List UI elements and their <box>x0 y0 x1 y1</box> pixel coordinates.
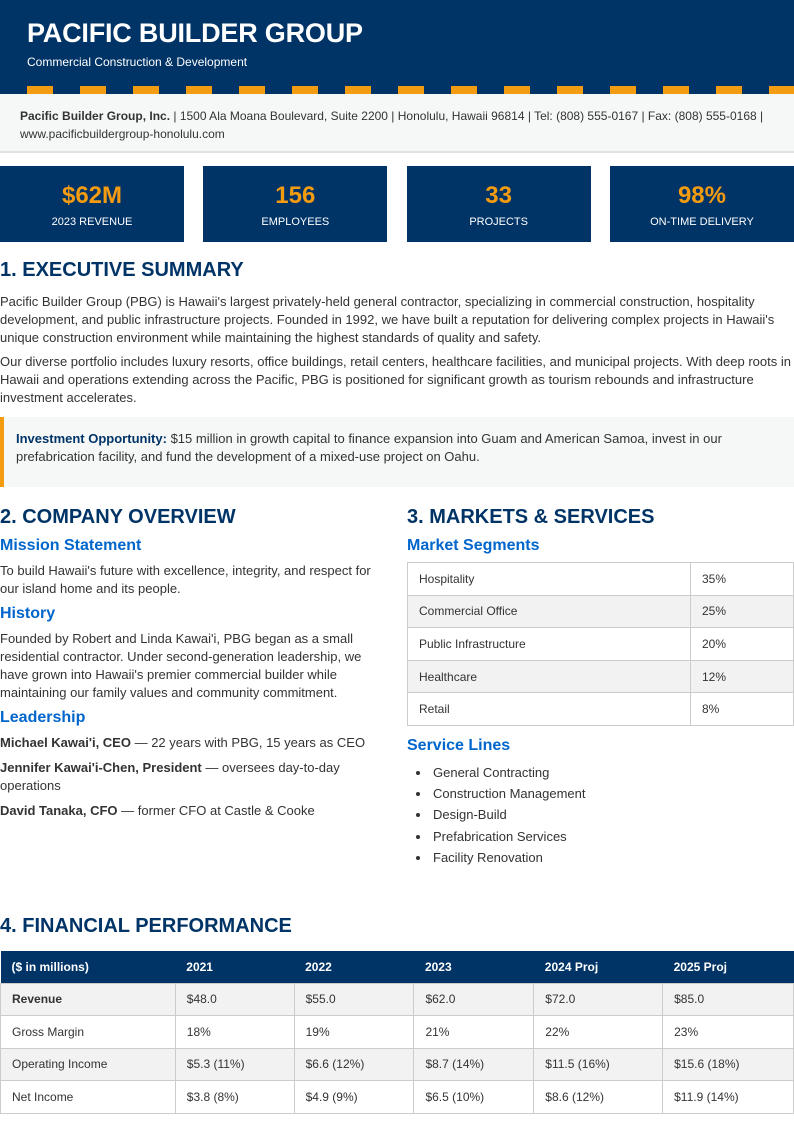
leader-item <box>0 802 387 820</box>
decorative-dash-strip <box>0 86 794 94</box>
leader-desc: — 22 years with PBG, 15 years as CEO <box>130 735 366 750</box>
segment-name: Healthcare <box>408 660 691 693</box>
table-cell: $55.0 <box>294 983 414 1016</box>
table-cell: $15.6 (18%) <box>663 1048 794 1081</box>
company-tagline: Commercial Construction & Development <box>27 55 248 69</box>
list-item: Construction Management <box>433 783 794 804</box>
leadership-heading: Leadership <box>0 709 86 726</box>
stat-card-projects <box>407 166 591 242</box>
segment-name: Commercial Office <box>408 595 691 628</box>
table-cell: $8.7 (14%) <box>414 1048 534 1081</box>
table-cell: 18% <box>175 1016 294 1049</box>
leader-desc: — former CFO at Castle & Cooke <box>117 803 315 818</box>
table-row <box>408 660 794 693</box>
table-cell: $3.8 (8%) <box>175 1081 294 1114</box>
table-cell: 21% <box>414 1016 534 1049</box>
stat-label: PROJECTS <box>469 216 528 228</box>
column-header: 2022 <box>294 951 414 983</box>
table-cell: $6.5 (10%) <box>414 1081 534 1114</box>
table-cell: $85.0 <box>663 983 794 1016</box>
row-label: Operating Income <box>1 1048 176 1081</box>
overview-markets-columns <box>0 505 794 868</box>
table-cell: 22% <box>534 1016 663 1049</box>
company-overview-heading: 2. COMPANY OVERVIEW <box>0 506 236 528</box>
segment-pct: 12% <box>691 660 794 693</box>
table-row <box>408 693 794 726</box>
segment-pct: 25% <box>691 595 794 628</box>
stat-label: ON-TIME DELIVERY <box>650 216 754 228</box>
executive-summary-paragraph: Our diverse portfolio includes luxury resorts, office buildings, retail centers, healthcare facilities, and municipal projects. With deep roots in Hawaii and operations extending across the Pacific, PBG is positioned for significant growth as tourism rebounds and infrastructure investment accelerates. <box>0 354 791 405</box>
table-header-row <box>1 951 794 983</box>
table-cell: $6.6 (12%) <box>294 1048 414 1081</box>
stat-value: 33 <box>485 182 512 209</box>
stat-card-on-time-delivery <box>610 166 794 242</box>
table-cell: 19% <box>294 1016 414 1049</box>
company-overview-section <box>0 505 407 868</box>
column-header: 2023 <box>414 951 534 983</box>
contact-company-name: Pacific Builder Group, Inc. <box>20 109 171 123</box>
contact-bar <box>0 94 794 153</box>
table-row <box>408 628 794 661</box>
table-row <box>1 1016 794 1049</box>
markets-services-heading: 3. MARKETS & SERVICES <box>407 506 655 528</box>
stat-value: 98% <box>677 182 726 209</box>
list-item: General Contracting <box>433 762 794 783</box>
service-lines-list <box>407 762 794 868</box>
leader-item <box>0 734 387 752</box>
history-text: Founded by Robert and Linda Kawai'i, PBG began as a small residential contractor. Under second-generation leadership, we have grown into Hawaii's premier commercial builder while maintaining our family values and community commitment. <box>0 631 362 700</box>
segment-pct: 35% <box>691 563 794 596</box>
table-cell: $4.9 (9%) <box>294 1081 414 1114</box>
financial-table <box>0 951 794 1114</box>
stat-value: 156 <box>275 182 316 209</box>
column-header: 2024 Proj <box>534 951 663 983</box>
table-cell: $48.0 <box>175 983 294 1016</box>
stat-card-employees <box>203 166 387 242</box>
financial-performance-section <box>0 914 794 1114</box>
table-row <box>1 1081 794 1114</box>
leader-desc: — oversees day-to-day operations <box>0 760 340 793</box>
history-heading: History <box>0 605 56 622</box>
stat-value: $62M <box>61 182 123 209</box>
service-lines-heading: Service Lines <box>407 736 511 754</box>
segment-pct: 8% <box>691 693 794 726</box>
segment-name: Retail <box>408 693 691 726</box>
market-segments-heading: Market Segments <box>407 537 540 554</box>
column-header: 2025 Proj <box>663 951 794 983</box>
investment-opportunity-callout <box>0 417 794 487</box>
list-item: Design-Build <box>433 804 794 825</box>
mission-text: To build Hawaii's future with excellence, integrity, and respect for our island home and its people. <box>0 563 371 596</box>
financial-performance-heading: 4. FINANCIAL PERFORMANCE <box>0 915 292 937</box>
table-cell: $62.0 <box>414 983 534 1016</box>
table-cell: $11.5 (16%) <box>534 1048 663 1081</box>
markets-services-section <box>407 505 794 868</box>
column-header: ($ in millions) <box>1 951 176 983</box>
mission-heading: Mission Statement <box>0 537 142 554</box>
callout-label: Investment Opportunity: <box>16 431 167 446</box>
row-label: Revenue <box>1 983 176 1016</box>
table-row <box>1 983 794 1016</box>
leader-name: Jennifer Kawai'i-Chen, President <box>0 760 202 775</box>
table-cell: $5.3 (11%) <box>175 1048 294 1081</box>
stat-label: EMPLOYEES <box>261 216 330 228</box>
company-title: PACIFIC BUILDER GROUP <box>27 18 363 48</box>
stat-card-revenue <box>0 166 184 242</box>
row-label: Gross Margin <box>1 1016 176 1049</box>
row-label: Net Income <box>1 1081 176 1114</box>
callout-text: $15 million in growth capital to finance expansion into Guam and American Samoa, invest in our prefabrication facility, and fund the development of a mixed-use project on Oahu. <box>16 431 722 464</box>
leader-name: Michael Kawai'i, CEO <box>0 735 131 750</box>
list-item: Facility Renovation <box>433 847 794 868</box>
stat-label: 2023 REVENUE <box>51 216 133 228</box>
table-cell: 23% <box>663 1016 794 1049</box>
table-row <box>1 1048 794 1081</box>
column-header: 2021 <box>175 951 294 983</box>
list-item: Prefabrication Services <box>433 826 794 847</box>
leader-item <box>0 759 387 795</box>
segment-name: Hospitality <box>408 563 691 596</box>
contact-details: | 1500 Ala Moana Boulevard, Suite 2200 | Honolulu, Hawaii 96814 | Tel: (808) 555-0167 | Fax: (808) 555-0168 | www.pacificbuildergroup-honolulu.com <box>20 109 764 141</box>
document-header <box>0 0 794 94</box>
table-row <box>408 563 794 596</box>
table-cell: $11.9 (14%) <box>663 1081 794 1114</box>
table-cell: $72.0 <box>534 983 663 1016</box>
table-row <box>408 595 794 628</box>
key-stats <box>0 166 794 242</box>
segment-name: Public Infrastructure <box>408 628 691 661</box>
market-segments-table <box>407 562 794 726</box>
leader-name: David Tanaka, CFO <box>0 803 118 818</box>
table-cell: $8.6 (12%) <box>534 1081 663 1114</box>
segment-pct: 20% <box>691 628 794 661</box>
executive-summary-heading: 1. EXECUTIVE SUMMARY <box>0 259 244 281</box>
executive-summary-section <box>0 258 794 487</box>
executive-summary-paragraph: Pacific Builder Group (PBG) is Hawaii's largest privately-held general contractor, specializing in commercial construction, hospitality development, and public infrastructure projects. Founded in 1992, we have built a reputation for delivering complex projects in Hawaii's unique construction environment while maintaining the highest standards of quality and safety. <box>0 294 775 345</box>
